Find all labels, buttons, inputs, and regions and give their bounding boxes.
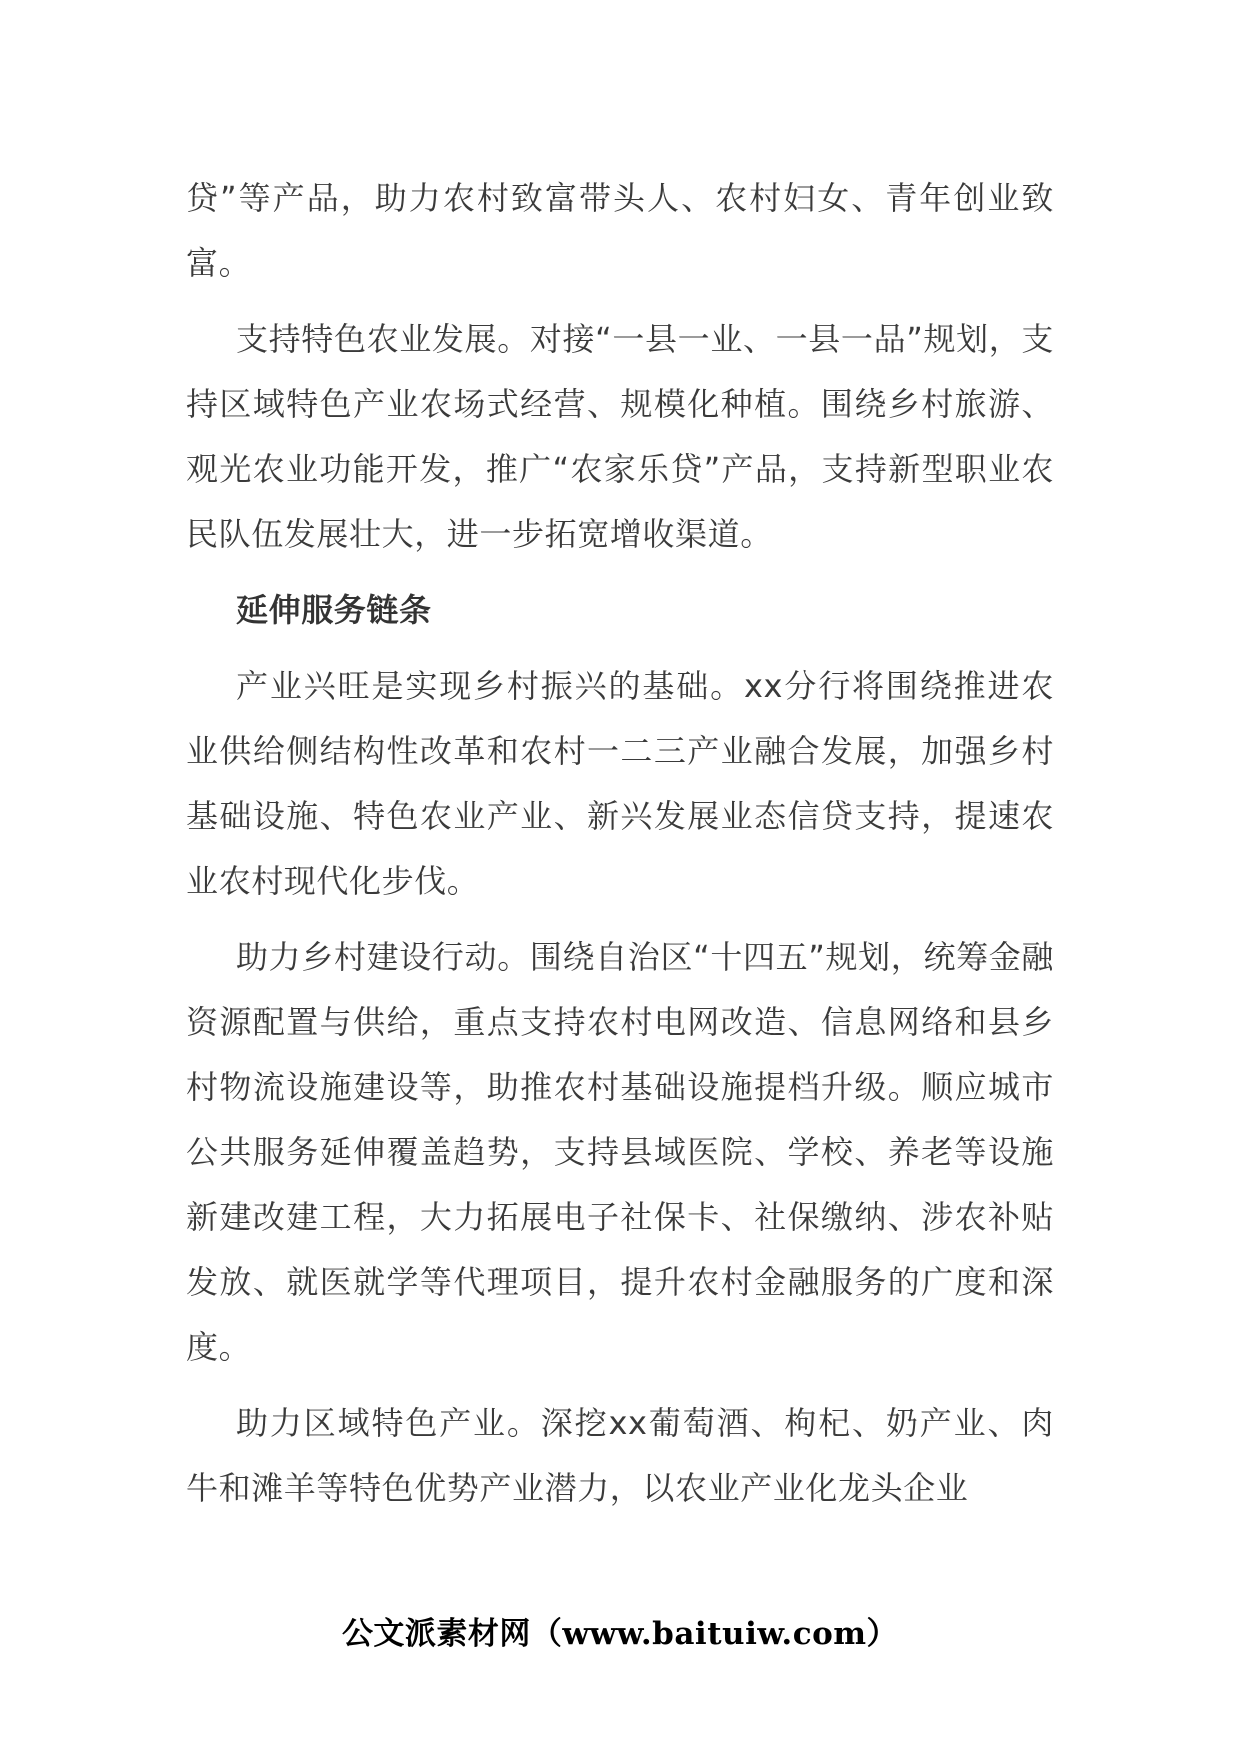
paragraph-rural-construction: 助力乡村建设行动。围绕自治区“十四五”规划，统筹金融资源配置与供给，重点支持农村电网改造、信息网络和县乡村物流设施建设等，助推农村基础设施提档升级。顺应城市公共服务延伸覆盖趋势，支持县域医院、学校、养老等设施新建改建工程，大力拓展电子社保卡、社保缴纳、涉农补贴发放、就医就学等代理项目，提升农村金融服务的广度和深度。 bbox=[186, 938, 1054, 1366]
paragraph-gap bbox=[186, 296, 1054, 307]
paragraph-regional-industry: 助力区域特色产业。深挖xx葡萄酒、枸杞、奶产业、肉牛和滩羊等特色优势产业潜力，以农业产业化龙头企业 bbox=[186, 1404, 1054, 1507]
paragraph-special-agriculture: 支持特色农业发展。对接“一县一业、一县一品”规划，支持区域特色产业农场式经营、规模化种植。围绕乡村旅游、观光农业功能开发，推广“农家乐贷”产品，支持新型职业农民队伍发展壮大，进一步拓宽增收渠道。 bbox=[186, 320, 1054, 553]
paragraph-gap bbox=[186, 643, 1054, 654]
document-body bbox=[186, 166, 1054, 1521]
page-footer-watermark: 公文派素材网（www.baituiw.com） bbox=[341, 1616, 899, 1652]
paragraph-gap bbox=[186, 914, 1054, 925]
paragraph-continuation: 贷”等产品，助力农村致富带头人、农村妇女、青年创业致富。 bbox=[186, 179, 1054, 282]
paragraph-gap bbox=[186, 567, 1054, 578]
paragraph-industry-prosperity: 产业兴旺是实现乡村振兴的基础。xx分行将围绕推进农业供给侧结构性改革和农村一二三产业融合发展，加强乡村基础设施、特色农业产业、新兴发展业态信贷支持，提速农业农村现代化步伐。 bbox=[186, 667, 1054, 900]
paragraph-gap bbox=[186, 1380, 1054, 1391]
section-heading: 延伸服务链条 bbox=[236, 591, 432, 629]
